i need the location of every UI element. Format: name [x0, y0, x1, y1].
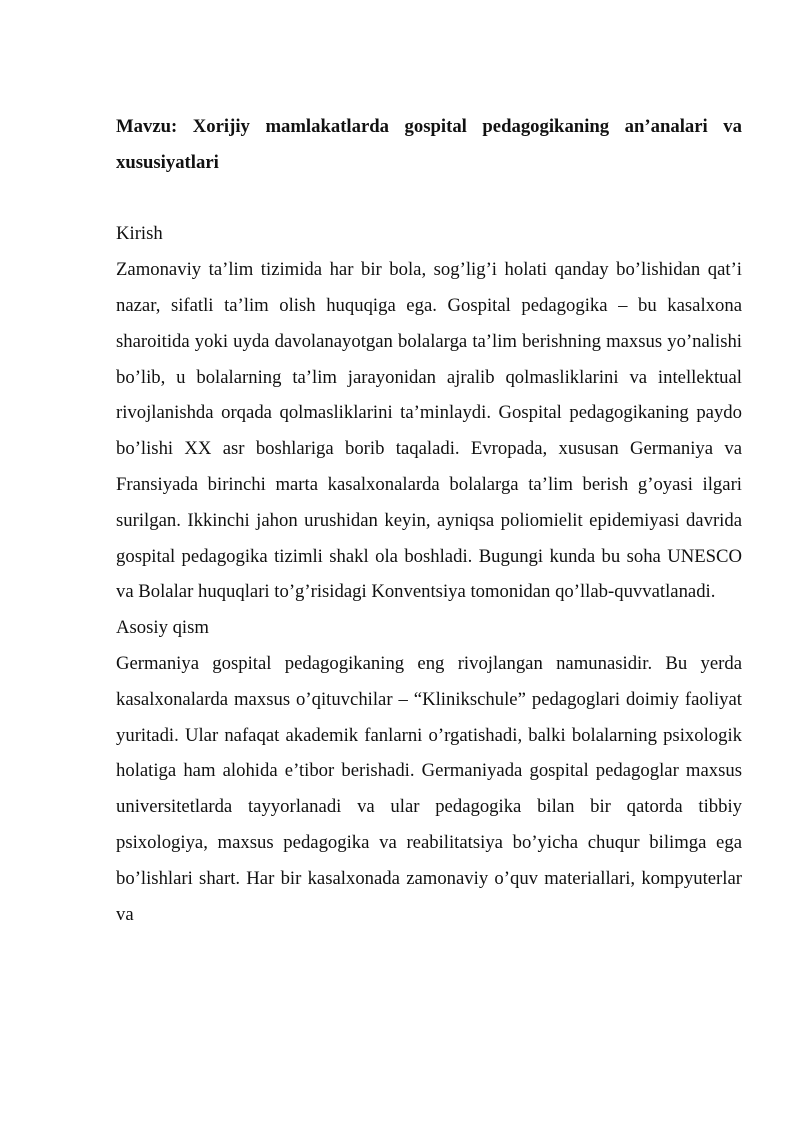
document-title: Mavzu: Xorijiy mamlakatlarda gospital pedagogikaning an’analari va xususiyatlari — [116, 116, 742, 173]
section-paragraph-introduction: Zamonaviy ta’lim tizimida har bir bola, sog’lig’i holati qanday bo’lishidan qat’i nazar, sifatli ta’lim olish huquqiga ega. Gospital pedagogika – bu kasalxona sharoitida yoki uyda davolanayotgan bolalarga ta’lim berishning maxsus yo’nalishi bo’lib, u bolalarning ta’lim jarayonidan ajralib qolmasliklarini va intellektual rivojlanishda orqada qolmasliklarini ta’minlaydi. Gospital pedagogikaning paydo bo’lishi XX asr boshlariga borib taqaladi. Evropada, xususan Germaniya va Fransiyada birinchi marta kasalxonalarda bolalarga ta’lim berish g’oyasi ilgari surilgan. Ikkinchi jahon urushidan keyin, ayniqsa poliomielit epidemiyasi davrida gospital pedagogika tizimli shakl ola boshladi. Bugungi kunda bu soha UNESCO va Bolalar huquqlari to’g’risidagi Konventsiya tomonidan qo’llab-quvvatlanadi. — [116, 259, 742, 603]
blank-line — [116, 181, 742, 217]
section-paragraph-main-part: Germaniya gospital pedagogikaning eng rivojlangan namunasidir. Bu yerda kasalxonalarda maxsus o’qituvchilar – “Klinikschule” pedagoglari doimiy faoliyat yuritadi. Ular nafaqat akademik fanlarni o’rgatishadi, balki bolalarning psixologik holatiga ham alohida e’tibor berishadi. Germaniyada gospital pedagoglar maxsus universitetlarda tayyorlanadi va ular pedagogika bilan bir qatorda tibbiy psixologiya, maxsus pedagogika va reabilitatsiya bo’yicha chuqur bilimga ega bo’lishlari shart. Har bir kasalxonada zamonaviy o’quv materiallari, kompyuterlar va — [116, 652, 742, 925]
section-heading-introduction: Kirish — [116, 223, 163, 245]
document-page — [116, 109, 742, 932]
section-heading-main-part: Asosiy qism — [116, 617, 209, 639]
